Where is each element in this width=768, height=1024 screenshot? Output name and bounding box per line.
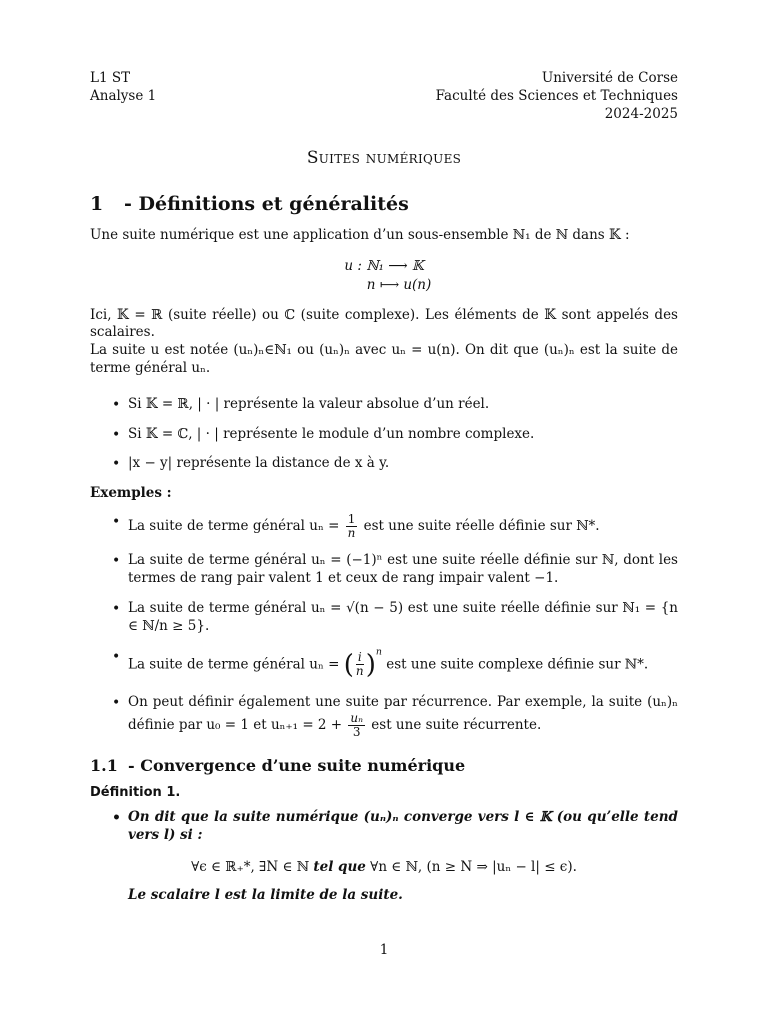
example-item-4 [90,648,678,682]
subsection-number: 1.1 [90,756,118,776]
list-item: • |x − y| représente la distance de x à y. [90,455,678,473]
fraction [346,513,358,540]
example-text: est une suite récurrente. [371,716,542,733]
fraction-numerator: uₙ [350,710,363,725]
academic-year: 2024-2025 [604,105,678,122]
section-heading [90,192,678,217]
left-paren: ( [343,649,354,680]
definition-formula [90,859,678,877]
definition-statement: • On dit que la suite numérique (uₙ)ₙ converge vers l ∈ 𝕂 (ou qu’elle tend vers l) si : [90,809,678,845]
subsection-title: - Convergence d’une suite numérique [128,756,466,776]
example-item-3: • La suite de terme général uₙ = √(n − 5) est une suite réelle définie sur ℕ₁ = {n ∈ ℕ/n ≥ 5}. [90,600,678,636]
notation-bullets [90,396,678,473]
section-title: - Définitions et généralités [124,192,409,215]
example-item-1 [90,513,678,540]
fraction-denominator: n [347,526,356,541]
examples-heading: Exemples : [90,485,172,502]
page-header [90,70,678,123]
course-level: L1 ST [90,70,131,86]
example-text: est une suite complexe définie sur ℕ*. [386,656,649,673]
example-text: On peut définir également une suite par récurrence. Par exemple, la suite (uₙ)ₙ définie par u₀ = 1 et uₙ₊₁ = 2 + [128,693,678,733]
map-line-2: n ⟼ u(n) [366,276,432,293]
definition-label: Définition 1. [90,785,181,801]
map-line-1: u : ℕ₁ ⟶ 𝕂 [344,257,424,274]
list-item: • Si 𝕂 = ℂ, | · | représente le module d’un nombre complexe. [90,426,678,444]
section-number: 1 [90,192,104,215]
example-text: La suite de terme général uₙ = [128,518,340,535]
examples-list [90,513,678,739]
faculty-name: Faculté des Sciences et Techniques [435,87,678,104]
example-item-2: • La suite de terme général uₙ = (−1)ⁿ est une suite réelle définie sur ℕ, dont les termes de rang pair valent 1 et ceux de rang impair valent −1. [90,552,678,588]
formula-part: ∀ϵ ∈ ℝ₊*, ∃N ∈ ℕ [191,859,310,876]
fraction-numerator: 1 [347,512,356,527]
notation-paragraph: La suite u est notée (uₙ)ₙ∈ℕ₁ ou (uₙ)ₙ avec uₙ = u(n). On dit que (uₙ)ₙ est la suite de terme général uₙ. [90,342,678,376]
scalars-paragraph: Ici, 𝕂 = ℝ (suite réelle) ou ℂ (suite complexe). Les éléments de 𝕂 sont appelés des scalaires. [90,306,678,341]
right-paren: ) [365,649,376,680]
page-number: 1 [379,942,389,958]
fraction-denominator: n [355,664,364,679]
example-item-5 [90,694,678,739]
fraction [348,712,365,739]
fraction-denominator: 3 [352,724,361,739]
map-display [90,257,678,295]
subsection-heading [90,755,678,776]
header-right [436,70,678,123]
course-name: Analyse 1 [90,87,157,104]
example-text: La suite de terme général uₙ = [128,656,340,673]
header-left [90,70,156,123]
page-content [90,70,678,905]
fraction [356,651,364,678]
intro-paragraph: Une suite numérique est une application d’un sous-ensemble ℕ₁ de ℕ dans 𝕂 : [90,226,630,243]
document-title: Suites numériques [306,148,462,169]
exponent: n [375,646,382,658]
formula-part: ∀n ∈ ℕ, (n ≥ N ⇒ |uₙ − l| ≤ ϵ). [370,859,577,876]
university-name: Université de Corse [541,70,678,86]
definition-conclusion: Le scalaire l est la limite de la suite. [128,886,403,903]
list-item: • Si 𝕂 = ℝ, | · | représente la valeur absolue d’un réel. [90,396,678,414]
definition-list [90,809,678,845]
formula-keyword: tel que [313,859,366,876]
fraction-numerator: i [357,650,362,665]
example-text: est une suite réelle définie sur ℕ*. [363,518,600,535]
